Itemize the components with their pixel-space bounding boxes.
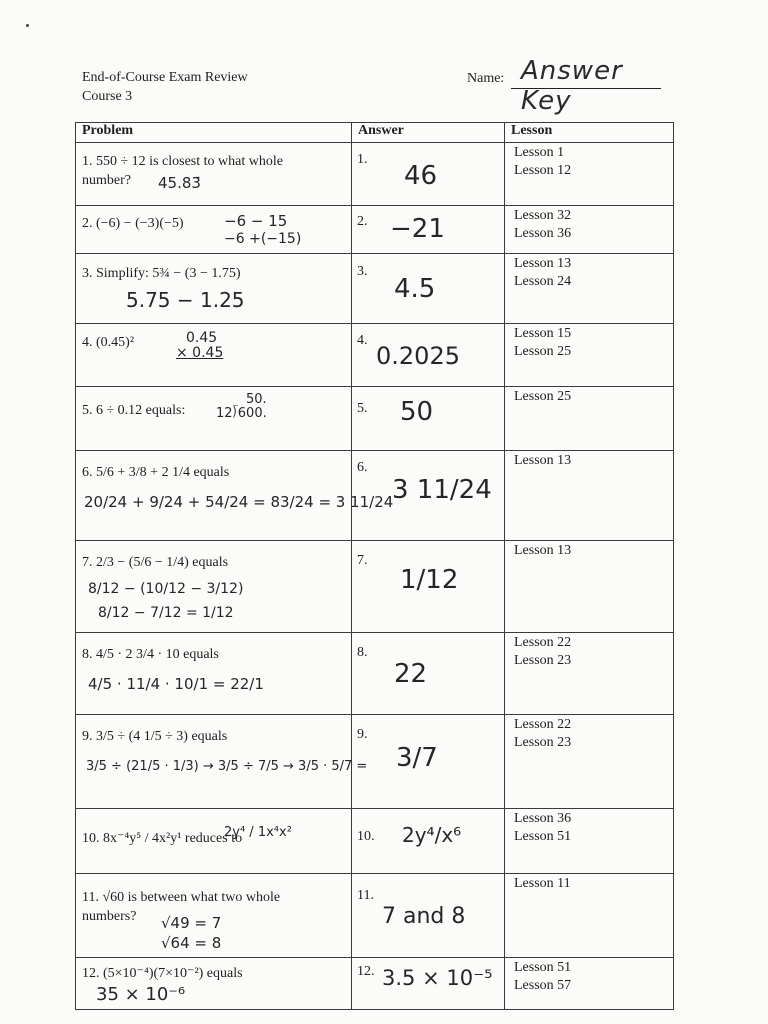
problem-cell (76, 143, 352, 206)
lesson-item: Lesson 1 (514, 145, 565, 160)
problem-text: 4. (0.45)² (82, 335, 135, 350)
table-row (76, 715, 674, 809)
worksheet-header (82, 68, 248, 106)
answer-value: 46 (404, 161, 438, 191)
lesson-cell (505, 254, 674, 324)
table-row (76, 206, 674, 254)
table-row (76, 874, 674, 958)
lesson-item: Lesson 25 (514, 344, 572, 359)
table-row (76, 324, 674, 387)
answer-value: 3/7 (396, 743, 438, 773)
answer-number: 12. (357, 964, 375, 979)
lesson-item: Lesson 36 (514, 811, 572, 826)
lesson-item: Lesson 12 (514, 163, 572, 178)
problem-cell (76, 809, 352, 874)
problem-cell (76, 633, 352, 715)
lesson-list (514, 388, 571, 406)
lesson-list (514, 634, 571, 670)
lesson-item: Lesson 23 (514, 653, 572, 668)
lesson-list (514, 255, 571, 291)
lesson-list (514, 325, 571, 361)
course-label: Course 3 (82, 89, 133, 104)
problem-text: 2. (−6) − (−3)(−5) (82, 216, 184, 231)
table-row (76, 254, 674, 324)
answer-value: 0.2025 (376, 342, 460, 370)
work-line: 8/12 − (10/12 − 3/12) (88, 581, 244, 597)
answer-value: −21 (390, 214, 445, 244)
lesson-item: Lesson 51 (514, 960, 572, 975)
work-text: 35 × 10⁻⁶ (96, 984, 186, 1005)
answer-value: 3.5 × 10⁻⁵ (382, 966, 493, 990)
work-line: −6 − 15 (224, 212, 288, 230)
problem-cell (76, 715, 368, 809)
lesson-list (514, 452, 571, 470)
problem-cell (76, 387, 352, 451)
answer-value: 7 and 8 (382, 904, 466, 929)
problem-text: 1. 550 ÷ 12 is closest to what whole number? (82, 154, 283, 188)
scan-speck (26, 24, 29, 27)
lesson-item: Lesson 25 (514, 389, 572, 404)
lesson-item: Lesson 11 (514, 876, 571, 891)
table-row (76, 387, 674, 451)
lesson-list (514, 810, 571, 846)
work-text: 2y⁴ / 1x⁴x² (224, 825, 292, 840)
work-text: 45.83̄ (158, 174, 201, 192)
problem-cell (76, 451, 394, 541)
answer-number: 1. (357, 152, 368, 167)
answer-number: 9. (357, 727, 368, 742)
table-row (76, 451, 674, 541)
column-header-lesson: Lesson (505, 123, 674, 143)
work-text: 20/24 + 9/24 + 54/24 = 83/24 = 3 11/24 (84, 493, 394, 511)
answer-value: 50 (400, 397, 434, 427)
answer-number: 5. (357, 401, 368, 416)
answer-cell (352, 809, 505, 874)
lesson-item: Lesson 15 (514, 326, 572, 341)
problem-cell (76, 958, 352, 1010)
answer-number: 11. (357, 888, 374, 903)
problem-text: 7. 2/3 − (5/6 − 1/4) equals (82, 555, 229, 570)
answer-value: 2y⁴/x⁶ (402, 823, 462, 847)
problem-text: 9. 3/5 ÷ (4 1/5 ÷ 3) equals (82, 729, 228, 744)
problem-text: 3. Simplify: 5¾ − (3 − 1.75) (82, 266, 241, 281)
table-row (76, 958, 674, 1010)
answer-cell (352, 206, 505, 254)
lesson-cell (505, 324, 674, 387)
work-line: −6 +(−15) (224, 231, 302, 247)
work-text: 4/5 · 11/4 · 10/1 = 22/1 (88, 675, 264, 693)
lesson-list (514, 207, 571, 243)
work-text: 3/5 ÷ (21/5 · 1/3) → 3/5 ÷ 7/5 → 3/5 · 5/7 = (86, 759, 368, 774)
answer-number: 8. (357, 645, 368, 660)
lesson-item: Lesson 57 (514, 978, 572, 993)
lesson-item: Lesson 13 (514, 453, 572, 468)
problem-text: 12. (5×10⁻⁴)(7×10⁻²) equals (82, 966, 243, 981)
answer-number: 7. (357, 553, 368, 568)
work-line: √64 = 8 (161, 934, 222, 952)
lesson-list (514, 959, 571, 995)
table-row (76, 633, 674, 715)
lesson-list (514, 716, 571, 752)
answer-number: 4. (357, 333, 368, 348)
lesson-item: Lesson 22 (514, 635, 572, 650)
table-row (76, 809, 674, 874)
lesson-item: Lesson 23 (514, 735, 572, 750)
answer-cell (352, 541, 505, 633)
problem-cell (76, 206, 352, 254)
answer-value: 3 11/24 (392, 475, 492, 505)
problem-cell (76, 541, 352, 633)
lesson-cell (505, 715, 674, 809)
worksheet-title: End-of-Course Exam Review (82, 70, 248, 85)
lesson-list (514, 542, 571, 560)
lesson-list (514, 875, 571, 893)
answer-value: 22 (394, 659, 428, 689)
lesson-cell (505, 206, 674, 254)
work-line: 12⟌600. (216, 406, 267, 421)
problem-text: 8. 4/5 · 2 3/4 · 10 equals (82, 647, 219, 662)
name-value: Answer Key (521, 56, 623, 116)
lesson-item: Lesson 13 (514, 256, 572, 271)
problem-cell (76, 254, 352, 324)
lesson-cell (505, 874, 674, 958)
answer-number: 2. (357, 214, 368, 229)
table-row (76, 541, 674, 633)
answer-number: 3. (357, 264, 368, 279)
answer-cell (352, 451, 505, 541)
answer-value: 1/12 (400, 565, 459, 595)
work-text: 5.75 − 1.25 (126, 288, 245, 312)
lesson-cell (505, 958, 674, 1010)
answer-cell (352, 874, 505, 958)
work-line: 50. (246, 392, 267, 407)
problem-cell (76, 874, 352, 958)
table-header-row (76, 123, 674, 143)
answer-cell (352, 715, 505, 809)
answer-cell (352, 958, 505, 1010)
lesson-cell (505, 143, 674, 206)
lesson-cell (505, 809, 674, 874)
lesson-cell (505, 387, 674, 451)
lesson-item: Lesson 24 (514, 274, 572, 289)
lesson-item: Lesson 22 (514, 717, 572, 732)
answer-number: 10. (357, 829, 375, 844)
lesson-cell (505, 633, 674, 715)
lesson-list (514, 144, 571, 180)
lesson-cell (505, 541, 674, 633)
lesson-item: Lesson 51 (514, 829, 572, 844)
problem-cell (76, 324, 352, 387)
work-line: 0.45 (186, 330, 218, 346)
answer-number: 6. (357, 460, 368, 475)
problem-text: 10. 8x⁻⁴y⁵ / 4x²y¹ reduces to (82, 831, 243, 846)
problem-text: 11. √60 is between what two whole numbers? (82, 890, 281, 924)
answer-cell (352, 633, 505, 715)
column-header-answer: Answer (352, 123, 505, 143)
name-field (467, 56, 677, 116)
problem-text: 6. 5/6 + 3/8 + 2 1/4 equals (82, 465, 230, 480)
answer-cell (352, 324, 505, 387)
work-line: √49 = 7 (161, 914, 222, 932)
column-header-problem: Problem (76, 123, 352, 143)
lesson-cell (505, 451, 674, 541)
lesson-item: Lesson 13 (514, 543, 572, 558)
work-line: 8/12 − 7/12 = 1/12 (98, 605, 234, 621)
answer-cell (352, 387, 505, 451)
table-row (76, 143, 674, 206)
problems-table (75, 122, 674, 1010)
name-label: Name: (467, 71, 505, 86)
answer-cell (352, 143, 505, 206)
answer-value: 4.5 (394, 274, 436, 304)
lesson-item: Lesson 36 (514, 226, 572, 241)
problem-text: 5. 6 ÷ 0.12 equals: (82, 403, 186, 418)
answer-cell (352, 254, 505, 324)
lesson-item: Lesson 32 (514, 208, 572, 223)
work-line: × 0.45 (176, 345, 224, 361)
